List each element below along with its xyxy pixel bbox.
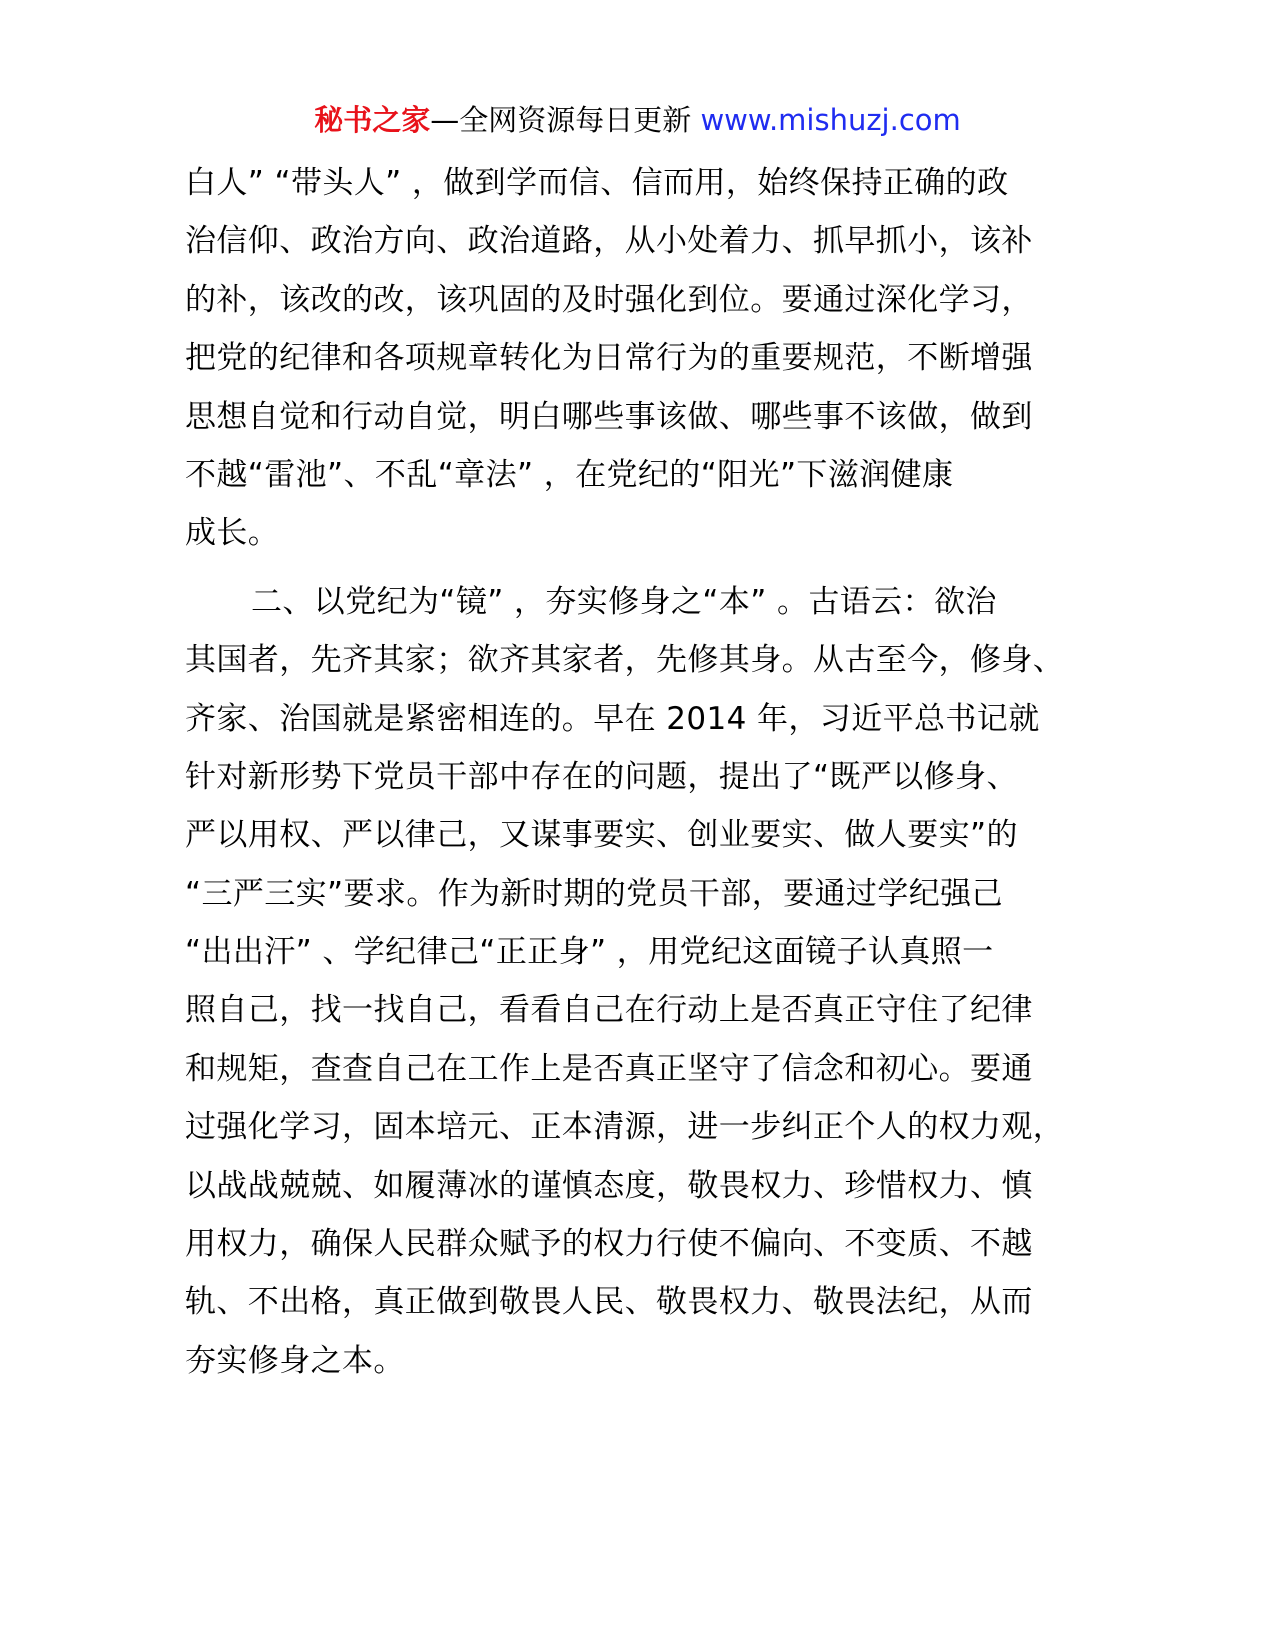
- text-line: 齐家、治国就是紧密相连的。早在 2014 年，习近平总书记就: [185, 700, 1040, 737]
- site-url-link[interactable]: www.mishuzj.com: [700, 103, 961, 137]
- text-line: 过强化学习，固本培元、正本清源，进一步纠正个人的权力观，: [185, 1109, 1065, 1146]
- text-line: 把党的纪律和各项规章转化为日常行为的重要规范，不断增强: [185, 340, 1033, 377]
- text-line: 照自己，找一找自己，看看自己在行动上是否真正守住了纪律: [185, 992, 1033, 1029]
- text-line: 其国者，先齐其家；欲齐其家者，先修其身。从古至今，修身、: [185, 642, 1065, 679]
- text-line: 针对新形势下党员干部中存在的问题，提出了“既严以修身、: [185, 758, 1018, 795]
- text-line: 轨、不出格，真正做到敬畏人民、敬畏权力、敬畏法纪，从而: [185, 1284, 1033, 1321]
- text-line: “三严三实”要求。作为新时期的党员干部，要通过学纪强己: [185, 875, 1003, 912]
- paragraph-2: [185, 573, 1110, 1390]
- text-line: 严以用权、严以律己，又谋事要实、创业要实、做人要实”的: [185, 817, 1018, 854]
- section-heading-line: 二、以党纪为“镜” ，夯实修身之“本” 。古语云：欲治: [251, 583, 997, 620]
- text-line: 夯实修身之本。: [185, 1342, 405, 1379]
- page-header: [0, 98, 1275, 142]
- text-line: 不越“雷池”、不乱“章法” ，在党纪的“阳光”下滋润健康: [185, 456, 954, 493]
- text-line: 思想自觉和行动自觉，明白哪些事该做、哪些事不该做，做到: [185, 398, 1033, 435]
- paragraph-1: [185, 154, 1110, 563]
- text-line: 用权力，确保人民群众赋予的权力行使不偏向、不变质、不越: [185, 1226, 1033, 1263]
- text-line: 和规矩，查查自己在工作上是否真正坚守了信念和初心。要通: [185, 1050, 1033, 1087]
- text-line: 白人” “带头人” ，做到学而信、信而用，始终保持正确的政: [185, 165, 1009, 201]
- text-line: 的补，该改的改，该巩固的及时强化到位。要通过深化学习，: [185, 281, 1033, 318]
- text-line: “出出汗” 、学纪律己“正正身” ，用党纪这面镜子认真照一: [185, 934, 994, 971]
- document-body: [185, 154, 1110, 1390]
- text-line: 以战战兢兢、如履薄冰的谨慎态度，敬畏权力、珍惜权力、慎: [185, 1167, 1033, 1204]
- site-tagline: —全网资源每日更新: [430, 103, 692, 137]
- site-brand: 秘书之家: [314, 103, 431, 137]
- text-line: 治信仰、政治方向、政治道路，从小处着力、抓早抓小，该补: [185, 223, 1033, 260]
- text-line: 成长。: [185, 515, 280, 552]
